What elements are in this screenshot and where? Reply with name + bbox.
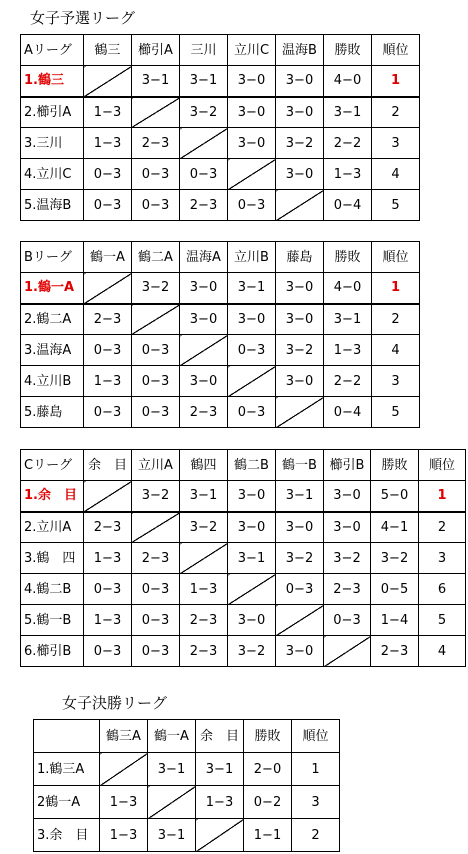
score-cell: 0−3 xyxy=(132,605,180,636)
score-cell: 3−0 xyxy=(276,512,324,543)
score-cell: 1−3 xyxy=(100,819,148,852)
score-cell: 1−3 xyxy=(84,543,132,574)
record-cell: 1−3 xyxy=(324,335,372,366)
rank-cell: 5 xyxy=(372,397,420,428)
record-cell: 0−4 xyxy=(324,190,372,221)
score-cell: 0−3 xyxy=(132,397,180,428)
table-row xyxy=(21,574,466,605)
score-cell: 2−3 xyxy=(180,636,228,667)
score-cell: 0−3 xyxy=(84,574,132,605)
table-row xyxy=(34,786,340,819)
league-a-table xyxy=(20,34,420,221)
league-c-table xyxy=(20,449,466,667)
score-cell: 3−0 xyxy=(180,273,228,304)
score-cell: 2−3 xyxy=(180,397,228,428)
score-cell: 3−0 xyxy=(276,304,324,335)
score-cell: 3−0 xyxy=(228,605,276,636)
score-cell: 1−3 xyxy=(196,786,244,819)
rank-cell: 2 xyxy=(372,97,420,128)
header-row xyxy=(21,450,466,481)
table-row xyxy=(21,481,466,512)
column-header: 勝敗 xyxy=(324,242,372,273)
team-name-cell: 2.鶴二A xyxy=(21,304,84,335)
record-cell: 0−5 xyxy=(371,574,419,605)
record-cell: 1−1 xyxy=(244,819,292,852)
team-name-cell: 3.温海A xyxy=(21,335,84,366)
score-cell: 3−2 xyxy=(228,636,276,667)
score-cell: 3−2 xyxy=(276,335,324,366)
score-cell: 3−1 xyxy=(148,753,196,786)
record-cell: 4−0 xyxy=(324,66,372,97)
score-cell: 3−0 xyxy=(276,636,324,667)
table-row xyxy=(21,512,466,543)
score-cell: 0−3 xyxy=(84,636,132,667)
table-row xyxy=(21,605,466,636)
rank-cell: 3 xyxy=(372,366,420,397)
score-cell: 3−1 xyxy=(228,273,276,304)
score-cell: 2−3 xyxy=(180,605,228,636)
header-row xyxy=(21,242,420,273)
score-cell: 3−2 xyxy=(180,512,228,543)
score-cell: 3−2 xyxy=(132,273,180,304)
score-cell: 3−2 xyxy=(276,128,324,159)
column-header: 立川C xyxy=(228,35,276,66)
rank-cell: 3 xyxy=(292,786,340,819)
final-title: 女子決勝リーグ xyxy=(62,694,168,712)
column-header: 温海A xyxy=(180,242,228,273)
score-cell: 3−0 xyxy=(228,128,276,159)
score-cell: 0−3 xyxy=(84,335,132,366)
score-cell: 3−0 xyxy=(276,66,324,97)
score-cell: 3−0 xyxy=(324,481,371,512)
column-header: 鶴二A xyxy=(132,242,180,273)
rank-cell: 2 xyxy=(292,819,340,852)
score-cell: 0−3 xyxy=(132,335,180,366)
score-cell: 3−0 xyxy=(180,304,228,335)
self-match-cell xyxy=(276,605,324,636)
score-cell: 3−1 xyxy=(228,543,276,574)
score-cell: 2−3 xyxy=(132,543,180,574)
score-cell: 0−3 xyxy=(180,159,228,190)
self-match-cell xyxy=(148,786,196,819)
table-row xyxy=(21,304,420,335)
rank-cell: 6 xyxy=(419,574,466,605)
score-cell: 0−3 xyxy=(132,574,180,605)
team-name-cell: 2.櫛引A xyxy=(21,97,84,128)
score-cell: 3−1 xyxy=(276,481,324,512)
column-header: 鶴一B xyxy=(276,450,324,481)
column-header: 温海B xyxy=(276,35,324,66)
header-row xyxy=(34,720,340,753)
score-cell: 2−3 xyxy=(132,128,180,159)
column-header: 勝敗 xyxy=(244,720,292,753)
column-header: 鶴一A xyxy=(84,242,132,273)
rank-cell: 1 xyxy=(419,481,466,512)
record-cell: 0−2 xyxy=(244,786,292,819)
score-cell: 3−0 xyxy=(228,97,276,128)
record-cell: 2−2 xyxy=(324,128,372,159)
score-cell: 3−0 xyxy=(276,366,324,397)
rank-cell: 2 xyxy=(419,512,466,543)
score-cell: 3−1 xyxy=(148,819,196,852)
team-name-cell: 4.鶴二B xyxy=(21,574,84,605)
self-match-cell xyxy=(100,753,148,786)
team-name-cell: 2鶴一A xyxy=(34,786,100,819)
score-cell: 2−3 xyxy=(84,512,132,543)
record-cell: 5−0 xyxy=(371,481,419,512)
column-header: 順位 xyxy=(292,720,340,753)
table-row xyxy=(21,66,420,97)
rank-cell: 5 xyxy=(372,190,420,221)
score-cell: 3−1 xyxy=(180,481,228,512)
column-header: 櫛引A xyxy=(132,35,180,66)
table-row xyxy=(21,636,466,667)
score-cell: 0−3 xyxy=(132,636,180,667)
record-cell: 1−4 xyxy=(371,605,419,636)
column-header: 鶴二B xyxy=(228,450,276,481)
record-cell: 2−3 xyxy=(371,636,419,667)
record-cell: 1−3 xyxy=(324,159,372,190)
record-cell: 3−1 xyxy=(324,97,372,128)
score-cell: 3−1 xyxy=(180,66,228,97)
score-cell: 3−0 xyxy=(228,304,276,335)
self-match-cell xyxy=(228,574,276,605)
score-cell: 1−3 xyxy=(84,128,132,159)
table-row xyxy=(21,335,420,366)
column-header: 藤島 xyxy=(276,242,324,273)
score-cell: 1−3 xyxy=(100,786,148,819)
team-name-cell: 1.鶴一A xyxy=(21,273,84,304)
score-cell: 3−2 xyxy=(276,543,324,574)
column-header: 順位 xyxy=(372,35,420,66)
self-match-cell xyxy=(276,190,324,221)
self-match-cell xyxy=(180,543,228,574)
self-match-cell xyxy=(324,636,371,667)
column-header: 鶴四 xyxy=(180,450,228,481)
score-cell: 3−1 xyxy=(132,66,180,97)
rank-cell: 3 xyxy=(372,128,420,159)
score-cell: 2−3 xyxy=(324,574,371,605)
column-header: 勝敗 xyxy=(371,450,419,481)
score-cell: 3−0 xyxy=(276,97,324,128)
table-row xyxy=(34,753,340,786)
rank-cell: 1 xyxy=(372,273,420,304)
score-cell: 3−2 xyxy=(324,543,371,574)
self-match-cell xyxy=(228,159,276,190)
team-name-cell: 3.鶴 四 xyxy=(21,543,84,574)
column-header: 順位 xyxy=(419,450,466,481)
score-cell: 0−3 xyxy=(84,190,132,221)
score-cell: 2−3 xyxy=(180,190,228,221)
rank-cell: 1 xyxy=(292,753,340,786)
team-name-cell: 4.立川B xyxy=(21,366,84,397)
final-league-table xyxy=(33,719,340,852)
score-cell: 1−3 xyxy=(84,366,132,397)
record-cell: 4−1 xyxy=(371,512,419,543)
rank-cell: 4 xyxy=(372,159,420,190)
rank-cell: 4 xyxy=(419,636,466,667)
team-name-cell: 3.三川 xyxy=(21,128,84,159)
column-header: 櫛引B xyxy=(324,450,371,481)
team-name-cell: 3.余 目 xyxy=(34,819,100,852)
league-name-cell: Bリーグ xyxy=(21,242,84,273)
table-row xyxy=(21,97,420,128)
column-header: 立川A xyxy=(132,450,180,481)
column-header: 立川B xyxy=(228,242,276,273)
league-name-cell: Aリーグ xyxy=(21,35,84,66)
score-cell: 3−0 xyxy=(276,273,324,304)
score-cell: 0−3 xyxy=(132,159,180,190)
self-match-cell xyxy=(84,66,132,97)
self-match-cell xyxy=(196,819,244,852)
score-cell: 3−0 xyxy=(276,159,324,190)
score-cell: 0−3 xyxy=(228,190,276,221)
self-match-cell xyxy=(276,397,324,428)
score-cell: 0−3 xyxy=(276,574,324,605)
score-cell: 3−1 xyxy=(196,753,244,786)
score-cell: 1−3 xyxy=(84,97,132,128)
table-row xyxy=(21,190,420,221)
self-match-cell xyxy=(84,481,132,512)
self-match-cell xyxy=(132,97,180,128)
league-name-cell: Cリーグ xyxy=(21,450,84,481)
column-header: 鶴一A xyxy=(148,720,196,753)
self-match-cell xyxy=(84,273,132,304)
score-cell: 3−2 xyxy=(180,97,228,128)
team-name-cell: 1.鶴三A xyxy=(34,753,100,786)
team-name-cell: 1.鶴三 xyxy=(21,66,84,97)
column-header: 余 目 xyxy=(84,450,132,481)
score-cell: 3−0 xyxy=(228,66,276,97)
score-cell: 0−3 xyxy=(84,159,132,190)
self-match-cell xyxy=(180,335,228,366)
section-title: 女子予選リーグ xyxy=(30,9,136,27)
header-row xyxy=(21,35,420,66)
score-cell: 1−3 xyxy=(84,605,132,636)
column-header: 三川 xyxy=(180,35,228,66)
score-cell: 0−3 xyxy=(132,190,180,221)
rank-cell: 5 xyxy=(419,605,466,636)
self-match-cell xyxy=(132,512,180,543)
self-match-cell xyxy=(228,366,276,397)
league-b-table xyxy=(20,241,420,428)
table-row xyxy=(21,159,420,190)
column-header: 順位 xyxy=(372,242,420,273)
table-row xyxy=(21,366,420,397)
team-name-cell: 5.藤島 xyxy=(21,397,84,428)
score-cell: 3−0 xyxy=(324,512,371,543)
team-name-cell: 5.温海B xyxy=(21,190,84,221)
table-row xyxy=(21,397,420,428)
record-cell: 0−4 xyxy=(324,397,372,428)
table-row xyxy=(21,128,420,159)
table-row xyxy=(21,543,466,574)
team-name-cell: 5.鶴一B xyxy=(21,605,84,636)
score-cell: 2−3 xyxy=(84,304,132,335)
rank-cell: 3 xyxy=(419,543,466,574)
record-cell: 2−2 xyxy=(324,366,372,397)
record-cell: 2−0 xyxy=(244,753,292,786)
self-match-cell xyxy=(180,128,228,159)
column-header: 余 目 xyxy=(196,720,244,753)
rank-cell: 4 xyxy=(372,335,420,366)
table-row xyxy=(34,819,340,852)
team-name-cell: 4.立川C xyxy=(21,159,84,190)
score-cell: 0−3 xyxy=(228,335,276,366)
league-name-cell xyxy=(34,720,100,753)
rank-cell: 2 xyxy=(372,304,420,335)
score-cell: 3−0 xyxy=(228,512,276,543)
score-cell: 0−3 xyxy=(324,605,371,636)
record-cell: 4−0 xyxy=(324,273,372,304)
score-cell: 0−3 xyxy=(84,397,132,428)
score-cell: 1−3 xyxy=(180,574,228,605)
score-cell: 0−3 xyxy=(228,397,276,428)
column-header: 鶴三A xyxy=(100,720,148,753)
column-header: 鶴三 xyxy=(84,35,132,66)
column-header: 勝敗 xyxy=(324,35,372,66)
table-row xyxy=(21,273,420,304)
score-cell: 3−2 xyxy=(132,481,180,512)
score-cell: 3−0 xyxy=(228,481,276,512)
rank-cell: 1 xyxy=(372,66,420,97)
self-match-cell xyxy=(132,304,180,335)
team-name-cell: 1.余 目 xyxy=(21,481,84,512)
score-cell: 0−3 xyxy=(132,366,180,397)
team-name-cell: 2.立川A xyxy=(21,512,84,543)
record-cell: 3−2 xyxy=(371,543,419,574)
score-cell: 3−0 xyxy=(180,366,228,397)
team-name-cell: 6.櫛引B xyxy=(21,636,84,667)
record-cell: 3−1 xyxy=(324,304,372,335)
